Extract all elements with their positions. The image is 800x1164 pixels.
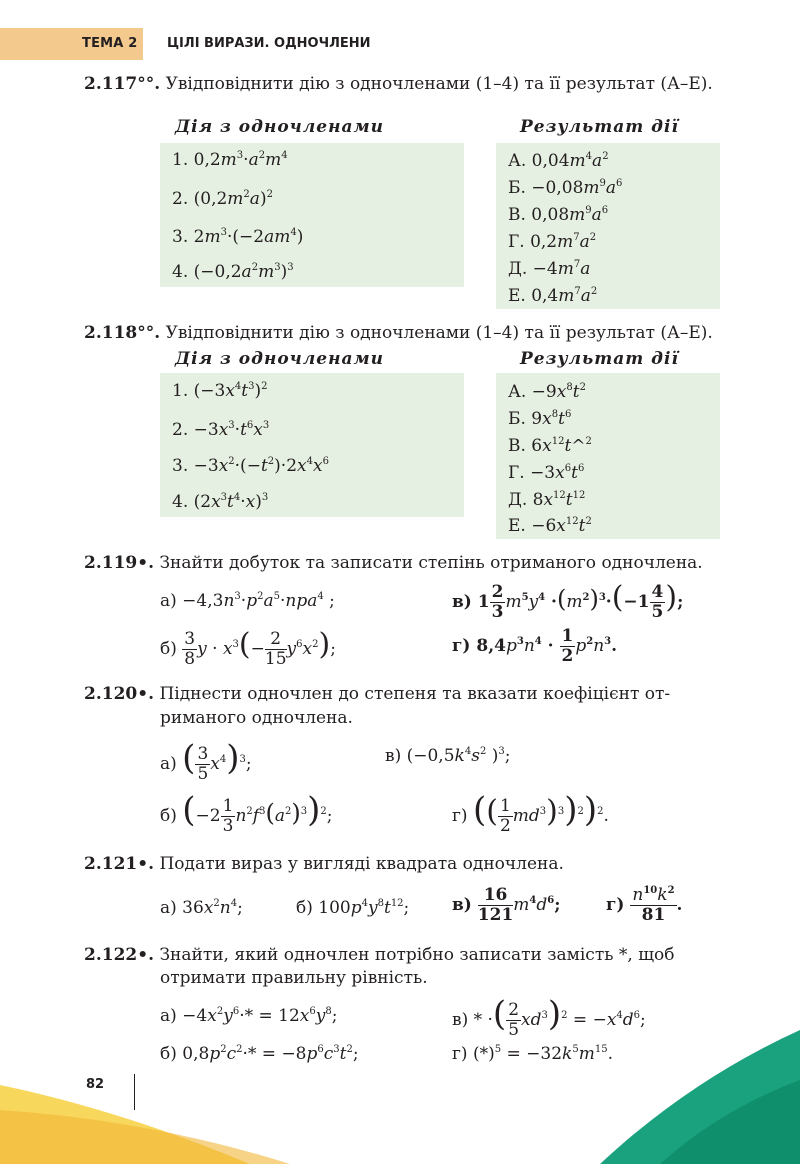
action-item: 2. $(0,2m^2a)^2$	[172, 189, 273, 209]
exercise-a: а) ( $\frac{3}{5}$ $x^4)^3$;	[160, 738, 252, 784]
problem-text: Подати вираз у вигляді квадрата одночлена.	[159, 854, 564, 874]
result-item: Г. $-3x^6t^6$	[508, 463, 585, 483]
action-item: 1. $(-3x^4t^3)^2$	[172, 381, 268, 401]
action-item: 3. $-3x^2\cdot(-t^2)\cdot 2x^4x^6$	[172, 456, 329, 476]
exercise-b: б) (−2 $\frac{1}{3}$ $n^2f^3(a^2)^3)^2$;	[160, 790, 333, 836]
exercise-b: б) $0,8p^2c^2\cdot* = -8p^6c^3t^2$;	[160, 1044, 359, 1064]
exercise-g: г) $8,4p^3n^4$ · $\frac{1}{2}$ $p^2n^3$.	[452, 626, 618, 666]
problem-2-117	[84, 74, 713, 94]
page-number: 82	[86, 1077, 105, 1092]
problem-number: 2.119•.	[84, 553, 155, 573]
col-results-heading: Результат дії	[520, 349, 679, 369]
exercise-v: в) ($-0,5k^4s^2$ )$^3$;	[385, 746, 511, 766]
exercise-g: г) $(*)^5 = -32k^5m^{15}$.	[452, 1044, 613, 1064]
problem-text-cont: отримати правильну рівність.	[160, 968, 428, 988]
result-item: А. $0,04m^4a^2$	[508, 151, 609, 171]
problem-2-122	[84, 945, 674, 965]
exercise-g: г) $\frac{n^{10}k^2}{81}$ .	[606, 885, 683, 925]
exercise-v: в) 1 $\frac{2}{3}$ $m^5y^4 \cdot(m^2)^3\cdot(-1$ $\frac{4}{5}$ );	[452, 580, 684, 622]
problem-text: Піднести одночлен до степеня та вказати коефіцієнт от-	[159, 684, 671, 704]
exercise-v: в) $\frac{16}{121}$ $m^4d^6$;	[452, 885, 561, 925]
problem-2-120	[84, 684, 670, 704]
result-item: А. $-9x^8t^2$	[508, 382, 586, 402]
problem-number: 2.117°°.	[84, 74, 161, 94]
problem-text-cont: риманого одночлена.	[160, 708, 353, 728]
problem-text: Знайти добуток та записати степінь отриманого одночлена.	[159, 553, 703, 573]
header-tab-label: ТЕМА 2	[82, 36, 138, 51]
action-item: 3. $2m^3\cdot(-2am^4)$	[172, 227, 304, 247]
exercise-b: б) $100p^4y^8t^{12}$;	[296, 898, 410, 918]
problem-text: Увідповіднити дію з одночленами (1–4) та її результат (А–Е).	[165, 323, 713, 343]
result-item: В. $6x^{12}t\^{}^2$	[508, 436, 592, 456]
exercise-a: $а) -4x^2y^6\cdot* = 12x^6y^8$;	[160, 1006, 338, 1026]
result-item: Б. $-0,08m^9a^6$	[508, 178, 623, 198]
action-item: 1. $0,2m^3\cdot a^2m^4$	[172, 150, 288, 170]
problem-number: 2.120•.	[84, 684, 155, 704]
exercise-g: г) (( $\frac{1}{2}$ $md^3)^3)^2)^2$.	[452, 790, 609, 836]
problem-2-121	[84, 854, 564, 874]
page-divider	[134, 1074, 135, 1110]
action-item: 4. $(2x^3t^4\cdot x)^3$	[172, 492, 269, 512]
problem-number: 2.118°°.	[84, 323, 161, 343]
problem-number: 2.121•.	[84, 854, 155, 874]
header-tab	[0, 28, 143, 60]
running-header	[0, 28, 800, 60]
problem-number: 2.122•.	[84, 945, 155, 965]
problem-2-118	[84, 323, 713, 343]
exercise-v: в) * ·( $\frac{2}{5}$ $xd^3)^2 = -x^4d^6$;	[452, 994, 646, 1040]
problem-2-119	[84, 553, 703, 573]
col-results-heading: Результат дії	[520, 117, 679, 137]
header-title: ЦІЛІ ВИРАЗИ. ОДНОЧЛЕНИ	[167, 36, 371, 51]
result-item: Б. $9x^8t^6$	[508, 409, 572, 429]
problem-text: Увідповіднити дію з одночленами (1–4) та її результат (А–Е).	[165, 74, 713, 94]
action-item: 4. $(-0,2a^2m^3)^3$	[172, 262, 294, 282]
result-item: Е. $0,4m^7a^2$	[508, 286, 598, 306]
result-item: Д. $-4m^7a$	[508, 259, 591, 279]
action-item: 2. $-3x^3\cdot t^6x^3$	[172, 420, 270, 440]
exercise-a: а) $36x^2n^4$;	[160, 898, 243, 918]
result-item: В. $0,08m^9a^6$	[508, 205, 609, 225]
result-item: Д. $8x^{12}t^{12}$	[508, 490, 586, 510]
col-actions-heading: Дія з одночленами	[175, 117, 385, 137]
result-item: Е. $-6x^{12}t^2$	[508, 516, 592, 536]
exercise-a: $а) -4,3n^3\cdot p^2a^5\cdot npa^4$ ;	[160, 591, 335, 611]
exercise-b: б) $\frac{3}{8}$ $y \cdot x^3(-$ $\frac{2}{15}$ $y^6x^2$);	[160, 627, 336, 669]
result-item: Г. $0,2m^7a^2$	[508, 232, 597, 252]
problem-text: Знайти, який одночлен потрібно записати замість *, щоб	[159, 945, 675, 965]
col-actions-heading: Дія з одночленами	[175, 349, 385, 369]
